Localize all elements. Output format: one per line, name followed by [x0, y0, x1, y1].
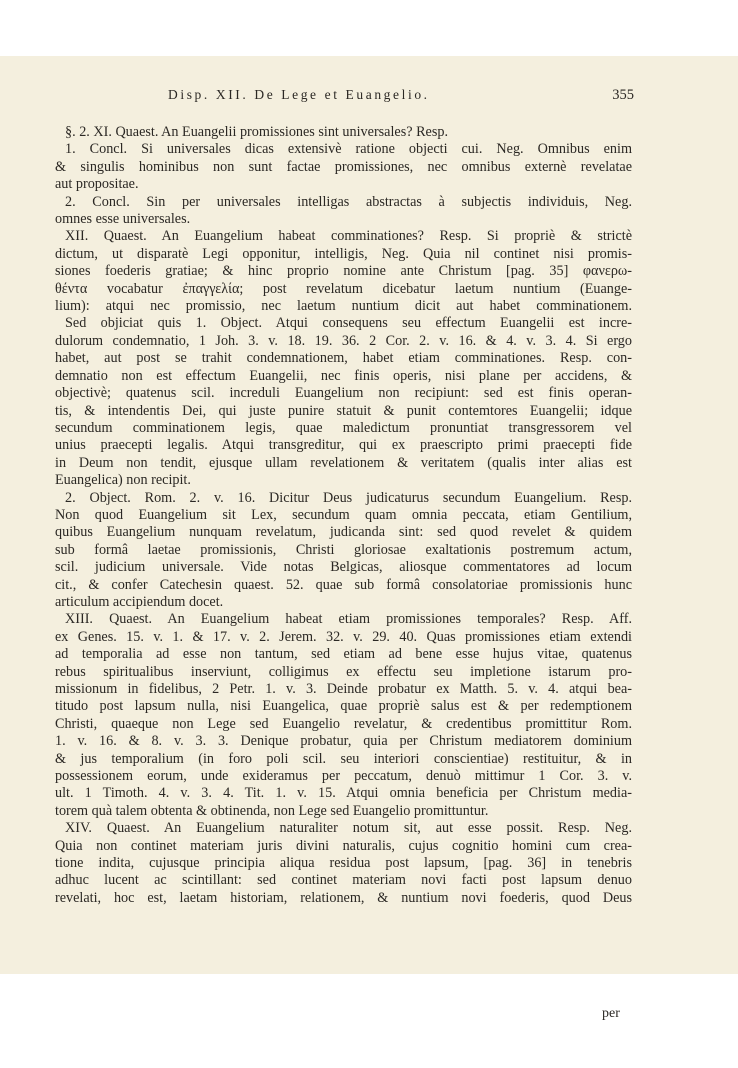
catchword: per — [602, 1006, 620, 1021]
text-line: secundum comminationem legis, quae maledictum pronuntiat transgressorem vel — [55, 419, 632, 436]
text-line: torem quà talem obtenta & obtinenda, non Lege sed Euangelio promittuntur. — [55, 802, 489, 819]
page-header — [0, 87, 738, 109]
text-line: Euangelica) non recipit. — [55, 472, 191, 489]
text-line: sub formâ laetae promissionis, Christi gloriosae exaltationis postremum actum, — [55, 541, 632, 558]
text-line: possessionem eorum, unde exideramus per peccatum, denuò mittimur 1 Cor. 3. v. — [55, 768, 632, 785]
text-line: lium): atqui nec promissio, nec laetum nuntium dicit aut habet comminationem. — [55, 298, 632, 315]
text-line: adhuc lucent ac scintillant: sed continet materiam novi facti post lapsum denuo — [55, 872, 632, 889]
text-line: 1. Concl. Si universales dicas extensivè ratione objecti cui. Neg. Omnibus enim — [65, 141, 632, 158]
text-line: & singulis hominibus non sunt factae promissiones, nec omnibus externè revelatae — [55, 158, 632, 175]
text-line: revelati, hoc est, laetam historiam, relationem, & nuntium novi foederis, quod Deus — [55, 889, 632, 906]
text-line: Non quod Euangelium sit Lex, secundum quam omnia peccata, etiam Gentilium, — [55, 506, 632, 523]
text-line: θέντα vocabatur ἐπαγγελία; post revelatum dicebatur laetum nuntium (Euange- — [55, 280, 632, 297]
running-title: Disp. XII. De Lege et Euangelio. — [168, 87, 430, 102]
text-line: 1. v. 16. & 8. v. 3. 3. Denique probatur, quia per Christum mediatorem dominium — [55, 733, 632, 750]
text-line: dictum, ut disparatè Legi opponitur, intelligis, Neg. Quia nil continet nisi promis- — [55, 245, 632, 262]
page-body — [55, 124, 632, 907]
text-line: Sed objiciat quis 1. Object. Atqui consequens seu effectum Euangelii est incre- — [65, 315, 632, 332]
text-line: ult. 1 Timoth. 4. v. 3. 4. Tit. 1. v. 15. Atqui omnia beneficia per Christum media- — [55, 785, 632, 802]
text-line: 2. Concl. Sin per universales intelligas abstractas à subjectis individuis, Neg. — [65, 193, 632, 210]
text-line: aut propositae. — [55, 176, 139, 193]
text-line: demnatio non est effectum Euangelii, nec finis operis, nisi plane per accidens, & — [55, 367, 632, 384]
page-number: 355 — [612, 87, 634, 103]
text-line: §. 2. XI. Quaest. An Euangelii promissiones sint universales? Resp. — [65, 124, 449, 140]
text-line: habet, aut post se trahit condemnationem, habet etiam comminationes. Resp. con- — [55, 350, 632, 367]
text-line: titudo post lapsum nulla, nisi Euangelica, quae propriè salus est & per redemptionem — [55, 698, 632, 715]
text-line: quibus Euangelium nunquam revelatum, judicanda sint: sed quod revelet & quidem — [55, 524, 632, 541]
text-line: scil. judicium universale. Vide notas Belgicas, aliosque commentatores ad locum — [55, 559, 632, 576]
text-line: tione indita, cujusque principia aliqua residua post lapsum, [pag. 36] in tenebris — [55, 855, 632, 872]
text-line: cit., & confer Catechesin quaest. 52. quae sub formâ consolatoriae promissionis hunc — [55, 576, 632, 593]
text-line: missionum in fidelibus, 2 Petr. 1. v. 3. Deinde probatur ex Matth. 5. v. 4. atqui bea- — [55, 681, 632, 697]
text-line: omnes esse universales. — [55, 211, 191, 228]
book-page — [0, 56, 738, 1021]
text-line: ad temporalia ad esse non tantum, sed etiam ad bene esse hujus vitae, quatenus — [55, 646, 632, 663]
text-line: ex Genes. 15. v. 1. & 17. v. 2. Jerem. 32. v. 29. 40. Quas promissiones etiam extendi — [55, 628, 632, 645]
text-line: 2. Object. Rom. 2. v. 16. Dicitur Deus judicaturus secundum Euangelium. Resp. — [65, 489, 632, 506]
text-line: in Deum non tendit, ejusque ullam revelationem & veritatem (qualis inter alias est — [55, 454, 632, 471]
text-line: Christi, quaeque non Lege sed Euangelio revelatur, & credentibus promittitur Rom. — [55, 715, 632, 732]
text-line: XIV. Quaest. An Euangelium naturaliter notum sit, aut esse possit. Resp. Neg. — [65, 820, 632, 837]
text-line: siones foederis gratiae; & hinc proprio nomine ante Christum [pag. 35] φανερω- — [55, 263, 632, 280]
text-line: unius praecepti legalis. Atqui transgreditur, qui ex praescripto primi praecepti fide — [55, 437, 632, 454]
text-line: articulum accipiendum docet. — [55, 593, 224, 610]
text-line: Quia non continet materiam juris divini naturalis, cujus cognitio homini cum crea- — [55, 837, 632, 854]
text-line: XIII. Quaest. An Euangelium habeat etiam promissiones temporales? Resp. Aff. — [65, 611, 632, 628]
text-line: tis, & intendentis Dei, qui juste punire statuit & punit contemtores Euangelii; idque — [55, 402, 632, 419]
text-line: & jus temporalium (in foro poli scil. seu interiori conscientiae) restituitur, & in — [55, 750, 632, 767]
text-line: rebus spiritualibus inserviunt, colligimus ex effectu seu impletione istarum pro- — [55, 663, 632, 680]
text-line: objectivè; quatenus scil. increduli Euangelium non recipiunt: sed est finis operan- — [55, 385, 632, 402]
text-line: XII. Quaest. An Euangelium habeat comminationes? Resp. Si propriè & strictè — [65, 228, 632, 245]
text-line: dulorum condemnatio, 1 Joh. 3. v. 18. 19. 36. 2 Cor. 2. v. 16. & 4. v. 3. 4. Si ergo — [55, 332, 632, 349]
